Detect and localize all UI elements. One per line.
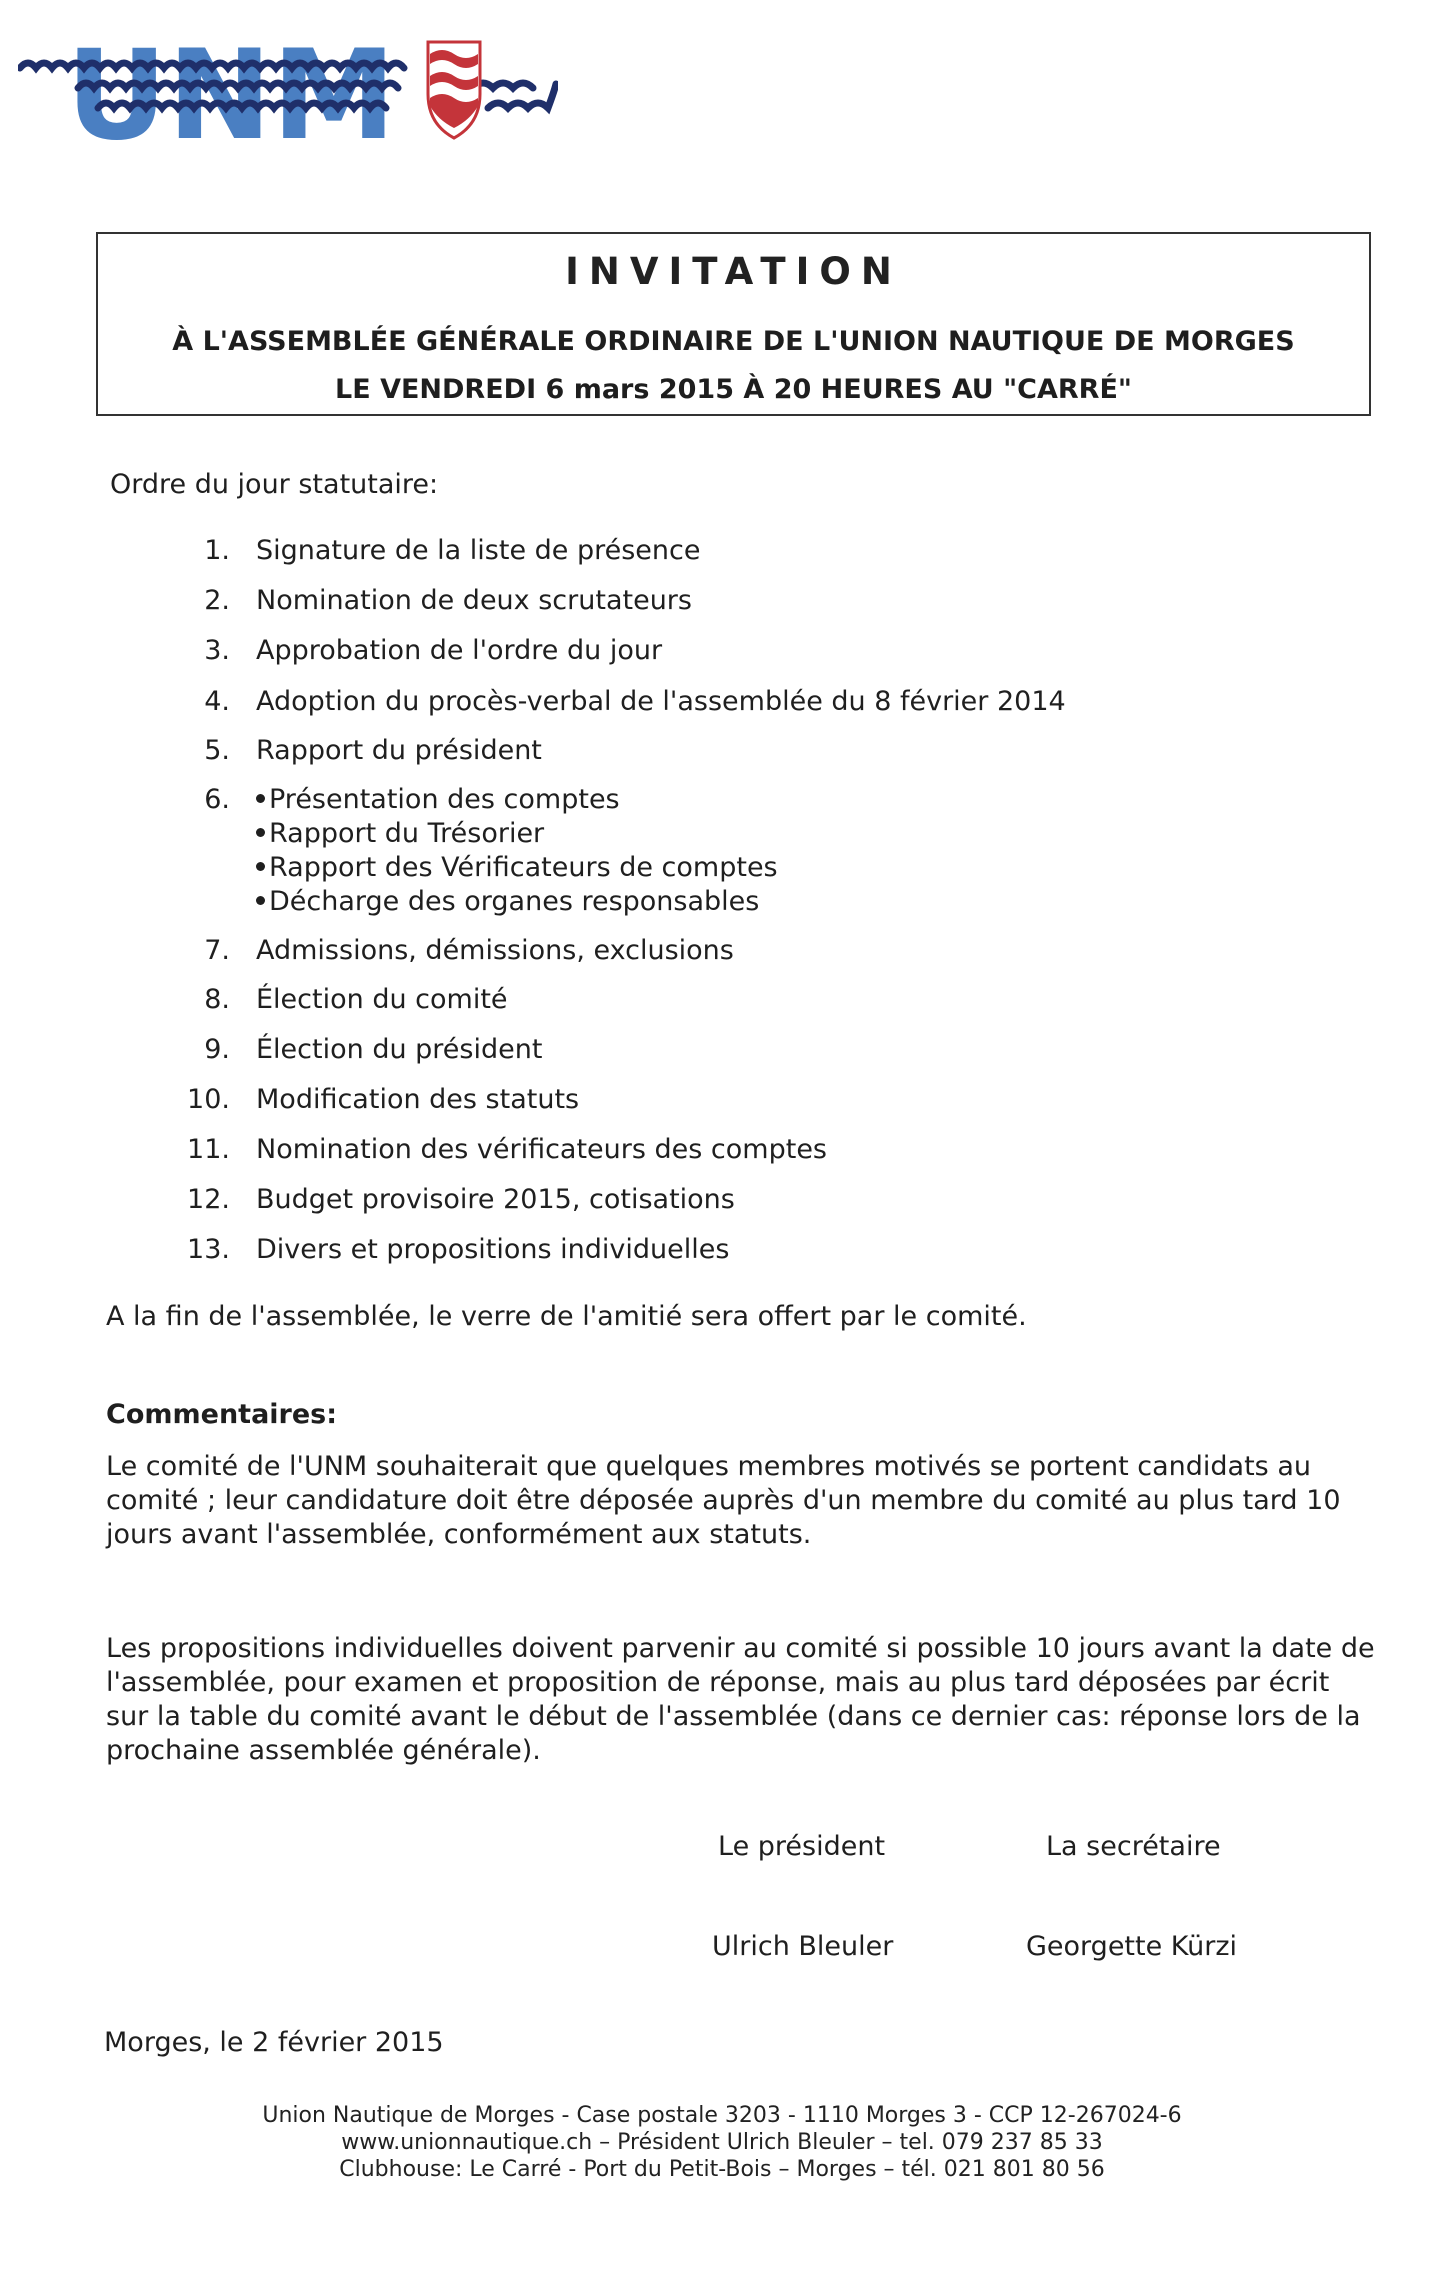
title-box bbox=[96, 232, 1371, 416]
title-subtitle-line1: À L'ASSEMBLÉE GÉNÉRALE ORDINAIRE DE L'UNION NAUTIQUE DE MORGES bbox=[172, 326, 1295, 357]
unm-logo bbox=[18, 28, 558, 146]
document-title: INVITATION bbox=[565, 250, 902, 293]
unm-logo-icon bbox=[18, 28, 558, 146]
comments-paragraph-2: Les propositions individuelles doivent parvenir au comité si possible 10 jours avant la date de l'assemblée, pour examen et proposition de réponse, mais au plus tard déposées par écrit sur la table du comité avant le début de l'assemblée (dans ce dernier cas: réponse lors de la prochaine assemblée générale). bbox=[106, 1633, 1375, 1766]
shield-icon bbox=[428, 42, 480, 138]
footer-line-clubhouse: Clubhouse: Le Carré - Port du Petit-Bois – Morges – tél. 021 801 80 56 bbox=[339, 2157, 1105, 2182]
footer-line-website: www.unionnautique.ch – Président Ulrich Bleuler – tel. 079 237 85 33 bbox=[341, 2130, 1103, 2155]
signature-role-secretary: La secrétaire bbox=[1046, 1831, 1221, 1862]
agenda-subitem: Présentation des comptes bbox=[256, 783, 778, 817]
bullet-icon bbox=[256, 828, 265, 837]
comments-paragraph-1: Le comité de l'UNM souhaiterait que quelques membres motivés se portent candidats au comité ; leur candidature doit être déposée auprès d'un membre du comité au plus tard 10 jours avant l'assemblée, conformément aux statuts. bbox=[106, 1451, 1341, 1550]
agenda-subitem: Décharge des organes responsables bbox=[256, 885, 778, 919]
signature-role-president: Le président bbox=[718, 1831, 886, 1862]
footer-line-address: Union Nautique de Morges - Case postale 3203 - 1110 Morges 3 - CCP 12-267024-6 bbox=[262, 2103, 1182, 2128]
signature-name-secretary: Georgette Kürzi bbox=[1026, 1931, 1238, 1962]
agenda-label: Ordre du jour statutaire: bbox=[110, 469, 439, 500]
agenda-subitem: Rapport des Vérificateurs de comptes bbox=[256, 851, 778, 885]
title-subtitle-line2: LE VENDREDI 6 mars 2015 À 20 HEURES AU "CARRÉ" bbox=[335, 374, 1132, 405]
closing-note: A la fin de l'assemblée, le verre de l'amitié sera offert par le comité. bbox=[106, 1301, 1027, 1332]
comments-heading: Commentaires: bbox=[106, 1399, 338, 1430]
bullet-icon bbox=[256, 896, 265, 905]
bullet-icon bbox=[256, 794, 265, 803]
place-date: Morges, le 2 février 2015 bbox=[104, 2027, 444, 2058]
signature-name-president: Ulrich Bleuler bbox=[712, 1931, 894, 1962]
bullet-icon bbox=[256, 862, 265, 871]
svg-text:UNM: UNM bbox=[66, 28, 396, 146]
agenda-subitem: Rapport du Trésorier bbox=[256, 817, 778, 851]
